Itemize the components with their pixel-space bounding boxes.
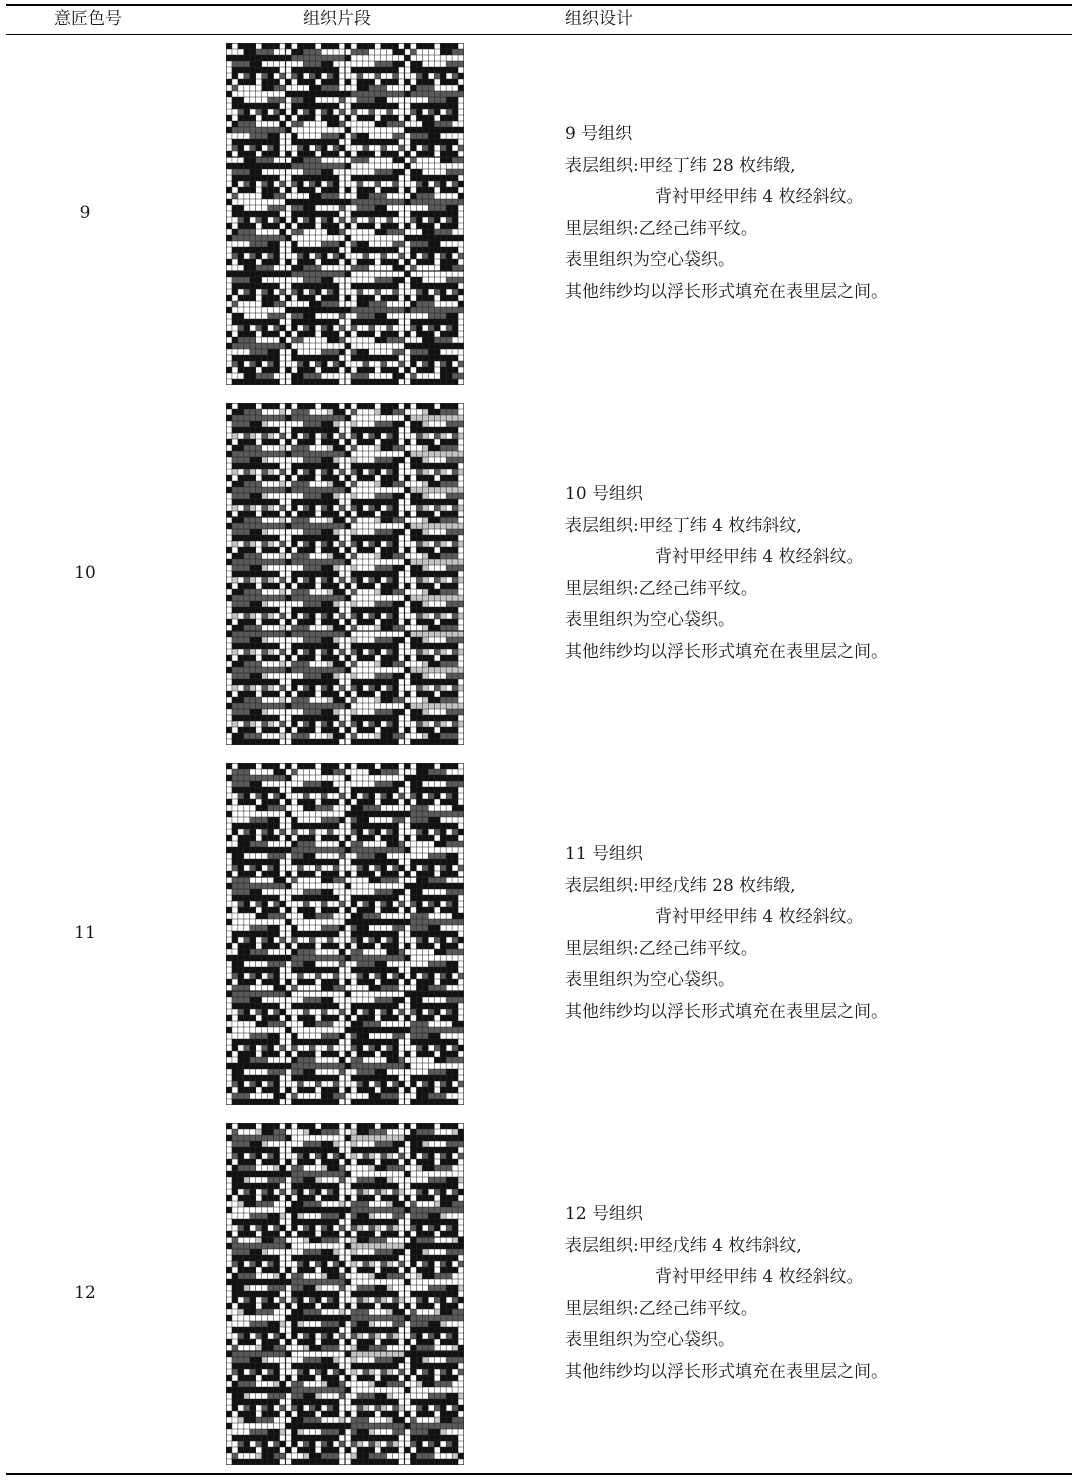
column-header-design: 组织设计 — [565, 9, 633, 29]
back-layer-weave: 里层组织:乙经己纬平纹。 — [565, 218, 758, 239]
backing-weave: 背衬甲经甲纬 4 枚经斜纹。 — [655, 547, 864, 567]
design-description — [565, 119, 888, 308]
back-layer-weave: 里层组织:乙经己纬平纹。 — [565, 578, 758, 599]
bag-weave-note: 表里组织为空心袋织。 — [565, 250, 735, 270]
backing-weave: 背衬甲经甲纬 4 枚经斜纹。 — [655, 907, 864, 927]
backing-weave: 背衬甲经甲纬 4 枚经斜纹。 — [655, 187, 864, 207]
float-fill-note: 其他纬纱均以浮长形式填充在表里层之间。 — [565, 1361, 888, 1382]
surface-weave: 表层组织:甲经丁纬 28 枚纬缎, — [565, 155, 796, 176]
bag-weave-note: 表里组织为空心袋织。 — [565, 970, 735, 990]
design-title: 10 号组织 — [565, 484, 644, 504]
design-title: 9 号组织 — [565, 124, 633, 144]
float-fill-note: 其他纬纱均以浮长形式填充在表里层之间。 — [565, 641, 888, 662]
table-bottom-rule — [6, 1473, 1072, 1475]
bag-weave-note: 表里组织为空心袋织。 — [565, 610, 735, 630]
weave-pattern-icon — [226, 43, 464, 385]
back-layer-weave: 里层组织:乙经己纬平纹。 — [565, 938, 758, 959]
table-top-rule — [6, 4, 1072, 6]
back-layer-weave: 里层组织:乙经己纬平纹。 — [565, 1298, 758, 1319]
design-title: 12 号组织 — [565, 1204, 644, 1224]
design-description — [565, 839, 888, 1028]
backing-weave: 背衬甲经甲纬 4 枚经斜纹。 — [655, 1267, 864, 1287]
column-header-fragment: 组织片段 — [303, 9, 371, 29]
surface-weave: 表层组织:甲经戊纬 4 枚纬斜纹, — [565, 1235, 802, 1256]
design-description — [565, 479, 888, 668]
bag-weave-note: 表里组织为空心袋织。 — [565, 1330, 735, 1350]
design-description — [565, 1199, 888, 1388]
header-rule — [6, 34, 1072, 35]
weave-pattern-icon — [226, 763, 464, 1105]
column-header-color-no: 意匠色号 — [54, 9, 122, 29]
design-title: 11 号组织 — [565, 844, 644, 864]
color-number: 9 — [79, 203, 91, 223]
weave-pattern-icon — [226, 1123, 464, 1465]
weave-pattern-icon — [226, 403, 464, 745]
surface-weave: 表层组织:甲经丁纬 4 枚纬斜纹, — [565, 515, 802, 536]
color-number: 10 — [74, 563, 96, 583]
color-number: 11 — [74, 923, 96, 943]
float-fill-note: 其他纬纱均以浮长形式填充在表里层之间。 — [565, 281, 888, 302]
float-fill-note: 其他纬纱均以浮长形式填充在表里层之间。 — [565, 1001, 888, 1022]
color-number: 12 — [74, 1283, 96, 1303]
surface-weave: 表层组织:甲经戊纬 28 枚纬缎, — [565, 875, 796, 896]
